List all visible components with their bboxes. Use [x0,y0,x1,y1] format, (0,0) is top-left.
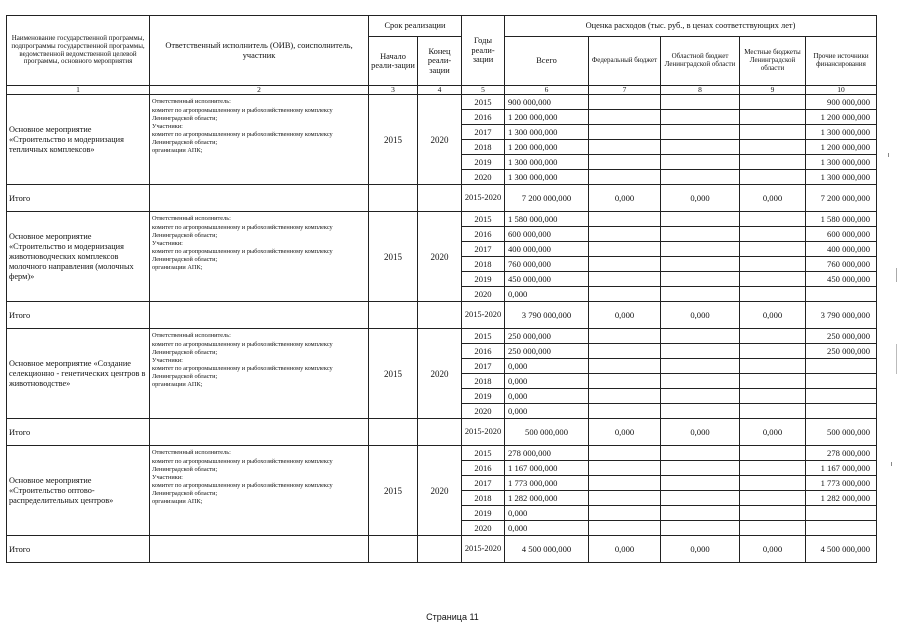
summary-federal: 0,000 [589,536,661,563]
local-cell [740,272,806,287]
local-cell [740,344,806,359]
summary-regional: 0,000 [661,185,740,212]
local-cell [740,506,806,521]
table-body [7,95,877,563]
column-number: 8 [661,86,740,95]
header-federal: Федеральный бюджет [589,37,661,86]
responsible-line: организации АПК; [152,381,203,389]
other-cell [806,404,877,419]
summary-total: 7 200 000,000 [505,185,589,212]
total-cell: 1 200 000,000 [505,140,589,155]
other-cell: 1 300 000,000 [806,170,877,185]
summary-other: 3 790 000,000 [806,302,877,329]
summary-empty [150,536,369,563]
page-footer: Страница 11 [426,612,479,622]
regional-cell [661,521,740,536]
year-cell: 2019 [462,272,505,287]
total-cell: 1 282 000,000 [505,491,589,506]
year-cell: 2019 [462,389,505,404]
end-year: 2020 [418,446,462,536]
year-cell: 2020 [462,170,505,185]
start-year: 2015 [369,212,418,302]
summary-local: 0,000 [740,419,806,446]
responsible-line: организации АПК; [152,147,203,155]
column-number: 2 [150,86,369,95]
total-cell: 760 000,000 [505,257,589,272]
local-cell [740,227,806,242]
federal-cell [589,404,661,419]
scan-speck [896,268,897,282]
local-cell [740,446,806,461]
other-cell [806,287,877,302]
measure-name: Основное мероприятие «Строительство и модернизация тепличных комплексов» [7,95,150,185]
responsible-line: комитет по агропромышленному и рыбохозяйственному комплексу Ленинградской области; [152,482,333,498]
local-cell [740,110,806,125]
year-cell: 2017 [462,359,505,374]
summary-row [7,536,877,563]
summary-empty [150,302,369,329]
summary-label: Итого [7,536,150,563]
federal-cell [589,446,661,461]
federal-cell [589,140,661,155]
header-period-start: Начало реали-зации [369,37,418,86]
total-cell: 0,000 [505,287,589,302]
total-cell: 0,000 [505,506,589,521]
total-cell: 0,000 [505,359,589,374]
table-row [7,329,877,344]
summary-row [7,419,877,446]
regional-cell [661,170,740,185]
total-cell: 250 000,000 [505,344,589,359]
responsible-line: Ответственный исполнитель: [152,332,231,340]
other-cell: 1 300 000,000 [806,125,877,140]
year-cell: 2020 [462,287,505,302]
responsible-line: комитет по агропромышленному и рыбохозяйственному комплексу Ленинградской области; [152,106,333,122]
regional-cell [661,110,740,125]
federal-cell [589,491,661,506]
header-period-group: Срок реализации [369,16,462,37]
responsible-line: Участники: [152,356,183,364]
end-year: 2020 [418,95,462,185]
regional-cell [661,359,740,374]
header-other: Прочие источники финансирования [806,37,877,86]
summary-empty [369,419,418,446]
other-cell: 400 000,000 [806,242,877,257]
total-cell: 0,000 [505,404,589,419]
summary-row [7,302,877,329]
responsible-line: комитет по агропромышленному и рыбохозяйственному комплексу Ленинградской области; [152,365,333,381]
federal-cell [589,155,661,170]
year-cell: 2019 [462,506,505,521]
summary-label: Итого [7,419,150,446]
local-cell [740,140,806,155]
summary-total: 500 000,000 [505,419,589,446]
responsible-line: Участники: [152,122,183,130]
responsible-line: комитет по агропромышленному и рыбохозяйственному комплексу Ленинградской области; [152,223,333,239]
scan-speck [896,344,897,374]
summary-empty [369,536,418,563]
year-cell: 2015 [462,446,505,461]
summary-regional: 0,000 [661,302,740,329]
column-number: 5 [462,86,505,95]
federal-cell [589,257,661,272]
total-cell: 1 580 000,000 [505,212,589,227]
other-cell: 1 200 000,000 [806,110,877,125]
regional-cell [661,374,740,389]
local-cell [740,212,806,227]
measure-name: Основное мероприятие «Создание селекционно - генетических центров в животноводстве» [7,329,150,419]
column-number: 9 [740,86,806,95]
column-number: 6 [505,86,589,95]
column-number: 10 [806,86,877,95]
column-number: 1 [7,86,150,95]
summary-empty [418,536,462,563]
end-year: 2020 [418,212,462,302]
local-cell [740,389,806,404]
local-cell [740,95,806,110]
federal-cell [589,359,661,374]
summary-other: 7 200 000,000 [806,185,877,212]
regional-cell [661,404,740,419]
summary-empty [369,185,418,212]
summary-total: 4 500 000,000 [505,536,589,563]
summary-other: 500 000,000 [806,419,877,446]
federal-cell [589,227,661,242]
other-cell [806,506,877,521]
other-cell: 1 282 000,000 [806,491,877,506]
local-cell [740,242,806,257]
header-responsible: Ответственный исполнитель (ОИВ), соисполнитель, участник [150,16,369,86]
responsible-line: организации АПК; [152,498,203,506]
federal-cell [589,329,661,344]
other-cell: 600 000,000 [806,227,877,242]
summary-regional: 0,000 [661,419,740,446]
year-cell: 2018 [462,491,505,506]
federal-cell [589,110,661,125]
local-cell [740,461,806,476]
regional-cell [661,389,740,404]
total-cell: 0,000 [505,389,589,404]
year-cell: 2017 [462,125,505,140]
responsible-line: комитет по агропромышленному и рыбохозяйственному комплексу Ленинградской области; [152,131,333,147]
summary-federal: 0,000 [589,185,661,212]
table-row [7,95,877,110]
start-year: 2015 [369,95,418,185]
budget-table [6,15,877,563]
regional-cell [661,95,740,110]
regional-cell [661,155,740,170]
year-cell: 2017 [462,242,505,257]
summary-empty [150,419,369,446]
summary-federal: 0,000 [589,419,661,446]
regional-cell [661,272,740,287]
total-cell: 0,000 [505,521,589,536]
measure-name: Основное мероприятие «Строительство оптово-распределительных центров» [7,446,150,536]
responsible-line: Ответственный исполнитель: [152,215,231,223]
local-cell [740,170,806,185]
responsible-line: Ответственный исполнитель: [152,98,231,106]
local-cell [740,374,806,389]
summary-local: 0,000 [740,302,806,329]
year-cell: 2018 [462,140,505,155]
other-cell: 1 300 000,000 [806,155,877,170]
local-cell [740,329,806,344]
end-year: 2020 [418,329,462,419]
federal-cell [589,374,661,389]
scan-speck [891,462,892,466]
local-cell [740,287,806,302]
other-cell: 1 167 000,000 [806,461,877,476]
total-cell: 1 167 000,000 [505,461,589,476]
year-cell: 2016 [462,461,505,476]
local-cell [740,155,806,170]
summary-years: 2015-2020 [462,536,505,563]
summary-total: 3 790 000,000 [505,302,589,329]
year-cell: 2016 [462,227,505,242]
regional-cell [661,446,740,461]
summary-years: 2015-2020 [462,302,505,329]
summary-label: Итого [7,302,150,329]
column-number: 7 [589,86,661,95]
federal-cell [589,461,661,476]
regional-cell [661,212,740,227]
header-years: Годы реали-зации [462,16,505,86]
federal-cell [589,95,661,110]
regional-cell [661,506,740,521]
summary-empty [418,302,462,329]
other-cell: 250 000,000 [806,329,877,344]
scan-speck [888,153,889,157]
total-cell: 400 000,000 [505,242,589,257]
year-cell: 2015 [462,329,505,344]
summary-row [7,185,877,212]
responsible-cell [150,212,369,302]
other-cell: 250 000,000 [806,344,877,359]
other-cell: 278 000,000 [806,446,877,461]
other-cell: 1 200 000,000 [806,140,877,155]
federal-cell [589,212,661,227]
header-total: Всего [505,37,589,86]
header-period-end: Конец реали-зации [418,37,462,86]
regional-cell [661,287,740,302]
start-year: 2015 [369,329,418,419]
header-local: Местные бюджеты Ленинградской области [740,37,806,86]
total-cell: 278 000,000 [505,446,589,461]
start-year: 2015 [369,446,418,536]
local-cell [740,125,806,140]
table-row [7,446,877,461]
responsible-line: Участники: [152,239,183,247]
total-cell: 1 773 000,000 [505,476,589,491]
federal-cell [589,521,661,536]
responsible-line: организации АПК; [152,264,203,272]
total-cell: 1 200 000,000 [505,110,589,125]
summary-local: 0,000 [740,536,806,563]
regional-cell [661,257,740,272]
column-number: 4 [418,86,462,95]
responsible-line: комитет по агропромышленному и рыбохозяйственному комплексу Ленинградской области; [152,340,333,356]
other-cell: 1 580 000,000 [806,212,877,227]
summary-label: Итого [7,185,150,212]
regional-cell [661,140,740,155]
summary-empty [369,302,418,329]
other-cell: 900 000,000 [806,95,877,110]
summary-empty [418,185,462,212]
local-cell [740,359,806,374]
header-program-name: Наименование государственной программы, подпрограммы государственной программы, ведомственной ведомственной целевой программы, основного мероприятия [7,16,150,86]
local-cell [740,404,806,419]
responsible-line: комитет по агропромышленному и рыбохозяйственному комплексу Ленинградской области; [152,248,333,264]
local-cell [740,491,806,506]
responsible-line: Ответственный исполнитель: [152,449,231,457]
local-cell [740,521,806,536]
other-cell [806,359,877,374]
regional-cell [661,242,740,257]
other-cell [806,389,877,404]
header-regional: Областной бюджет Ленинградской области [661,37,740,86]
regional-cell [661,476,740,491]
column-number: 3 [369,86,418,95]
federal-cell [589,125,661,140]
year-cell: 2019 [462,155,505,170]
total-cell: 450 000,000 [505,272,589,287]
regional-cell [661,227,740,242]
summary-federal: 0,000 [589,302,661,329]
federal-cell [589,287,661,302]
other-cell: 1 773 000,000 [806,476,877,491]
year-cell: 2017 [462,476,505,491]
total-cell: 900 000,000 [505,95,589,110]
regional-cell [661,329,740,344]
year-cell: 2020 [462,404,505,419]
total-cell: 600 000,000 [505,227,589,242]
table-header [7,16,877,95]
measure-name: Основное мероприятие «Строительство и модернизация животноводческих комплексов молочного направления (молочных ферм)» [7,212,150,302]
responsible-line: Участники: [152,473,183,481]
table-row [7,212,877,227]
total-cell: 1 300 000,000 [505,155,589,170]
federal-cell [589,389,661,404]
summary-local: 0,000 [740,185,806,212]
federal-cell [589,242,661,257]
total-cell: 1 300 000,000 [505,170,589,185]
year-cell: 2015 [462,95,505,110]
local-cell [740,257,806,272]
summary-years: 2015-2020 [462,185,505,212]
regional-cell [661,125,740,140]
other-cell: 450 000,000 [806,272,877,287]
regional-cell [661,344,740,359]
year-cell: 2016 [462,110,505,125]
total-cell: 1 300 000,000 [505,125,589,140]
summary-empty [418,419,462,446]
header-costs-group: Оценка расходов (тыс. руб., в ценах соответствующих лет) [505,16,877,37]
other-cell [806,374,877,389]
year-cell: 2018 [462,374,505,389]
year-cell: 2016 [462,344,505,359]
total-cell: 250 000,000 [505,329,589,344]
other-cell: 760 000,000 [806,257,877,272]
responsible-cell [150,446,369,536]
responsible-cell [150,329,369,419]
responsible-line: комитет по агропромышленному и рыбохозяйственному комплексу Ленинградской области; [152,457,333,473]
federal-cell [589,170,661,185]
federal-cell [589,272,661,287]
regional-cell [661,491,740,506]
responsible-cell [150,95,369,185]
summary-other: 4 500 000,000 [806,536,877,563]
federal-cell [589,344,661,359]
summary-years: 2015-2020 [462,419,505,446]
summary-regional: 0,000 [661,536,740,563]
summary-empty [150,185,369,212]
year-cell: 2020 [462,521,505,536]
total-cell: 0,000 [505,374,589,389]
year-cell: 2015 [462,212,505,227]
year-cell: 2018 [462,257,505,272]
local-cell [740,476,806,491]
federal-cell [589,506,661,521]
regional-cell [661,461,740,476]
other-cell [806,521,877,536]
federal-cell [589,476,661,491]
